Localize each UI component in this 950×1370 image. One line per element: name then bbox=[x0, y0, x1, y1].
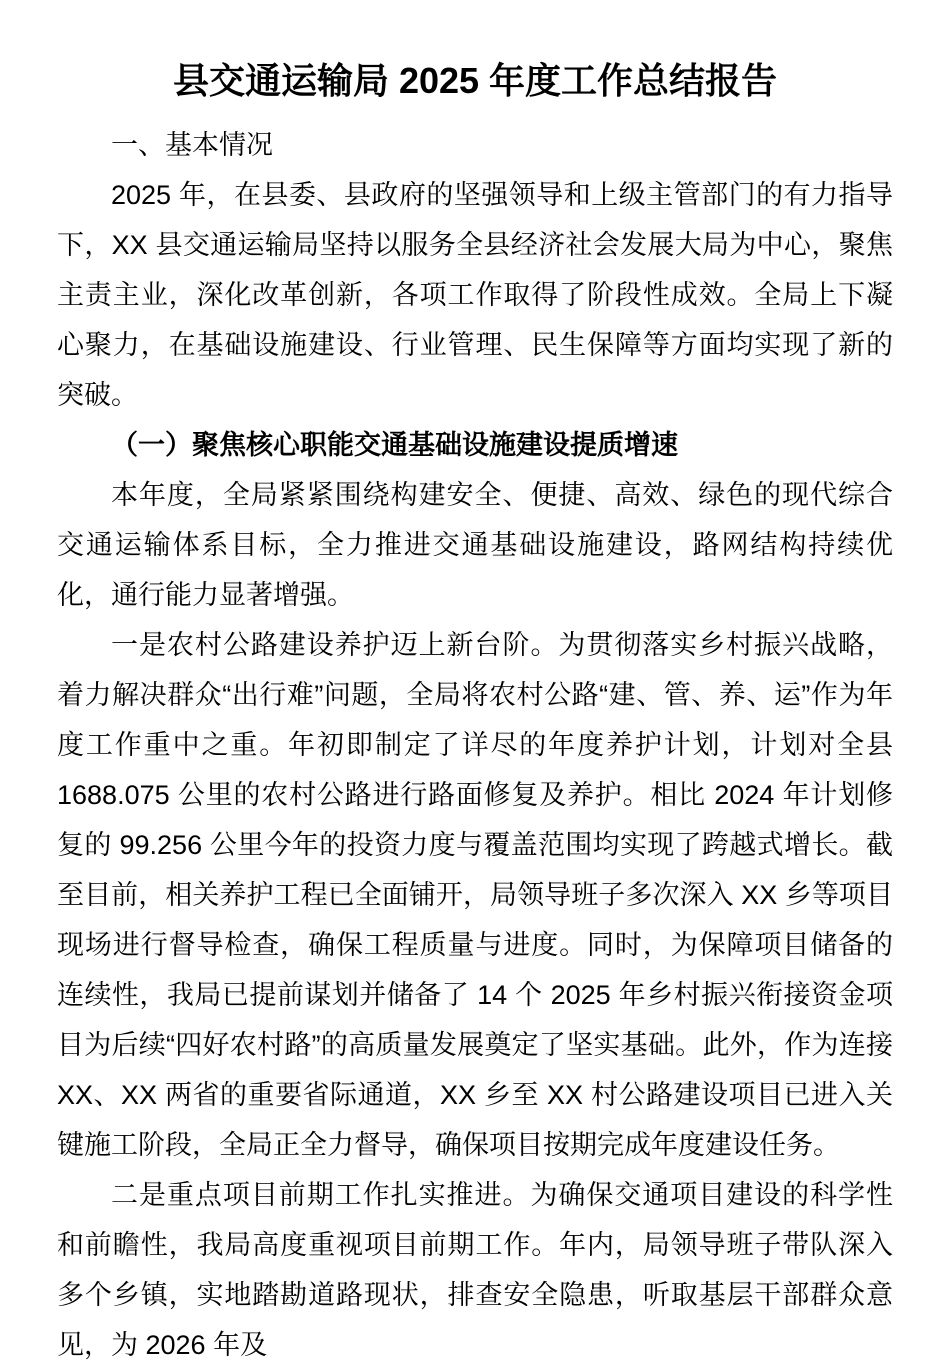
paragraph-overview: 2025 年，在县委、县政府的坚强领导和上级主管部门的有力指导下，XX 县交通运输局坚持以服务全县经济社会发展大局为中心，聚焦主责主业，深化改革创新，各项工作取得了阶段性成效。全局上下凝心聚力，在基础设施建设、行业管理、民生保障等方面均实现了新的突破。 bbox=[57, 180, 893, 410]
paragraph-key-project-preparation: 二是重点项目前期工作扎实推进。为确保交通项目建设的科学性和前瞻性，我局高度重视项目前期工作。年内，局领导班子带队深入多个乡镇，实地踏勘道路现状，排查安全隐患，听取基层干部群众意见，为 2026 年及 bbox=[57, 1180, 893, 1360]
paragraph-rural-road-maintenance: 一是农村公路建设养护迈上新台阶。为贯彻落实乡村振兴战略，着力解决群众“出行难”问题，全局将农村公路“建、管、养、运”作为年度工作重中之重。年初即制定了详尽的年度养护计划，计划对全县 1688.075 公里的农村公路进行路面修复及养护。相比 2024 年计划修复的 99.256 公里今年的投资力度与覆盖范围均实现了跨越式增长。截至目前，相关养护工程已全面铺开，局领导班子多次深入 XX 乡等项目现场进行督导检查，确保工程质量与进度。同时，为保障项目储备的连续性，我局已提前谋划并储备了 14 个 2025 年乡村振兴衔接资金项目为后续“四好农村路”的高质量发展奠定了坚实基础。此外，作为连接 XX、XX 两省的重要省际通道，XX 乡至 XX 村公路建设项目已进入关键施工阶段，全局正全力督导，确保项目按期完成年度建设任务。 bbox=[57, 630, 893, 1160]
document-title: 县交通运输局 2025 年度工作总结报告 bbox=[172, 60, 778, 101]
subsection-heading-infrastructure: （一）聚焦核心职能交通基础设施建设提质增速 bbox=[111, 430, 678, 460]
paragraph-annual-goals: 本年度，全局紧紧围绕构建安全、便捷、高效、绿色的现代综合交通运输体系目标，全力推进交通基础设施建设，路网结构持续优化，通行能力显著增强。 bbox=[57, 480, 893, 610]
section-heading-basic-situation: 一、基本情况 bbox=[111, 130, 273, 160]
